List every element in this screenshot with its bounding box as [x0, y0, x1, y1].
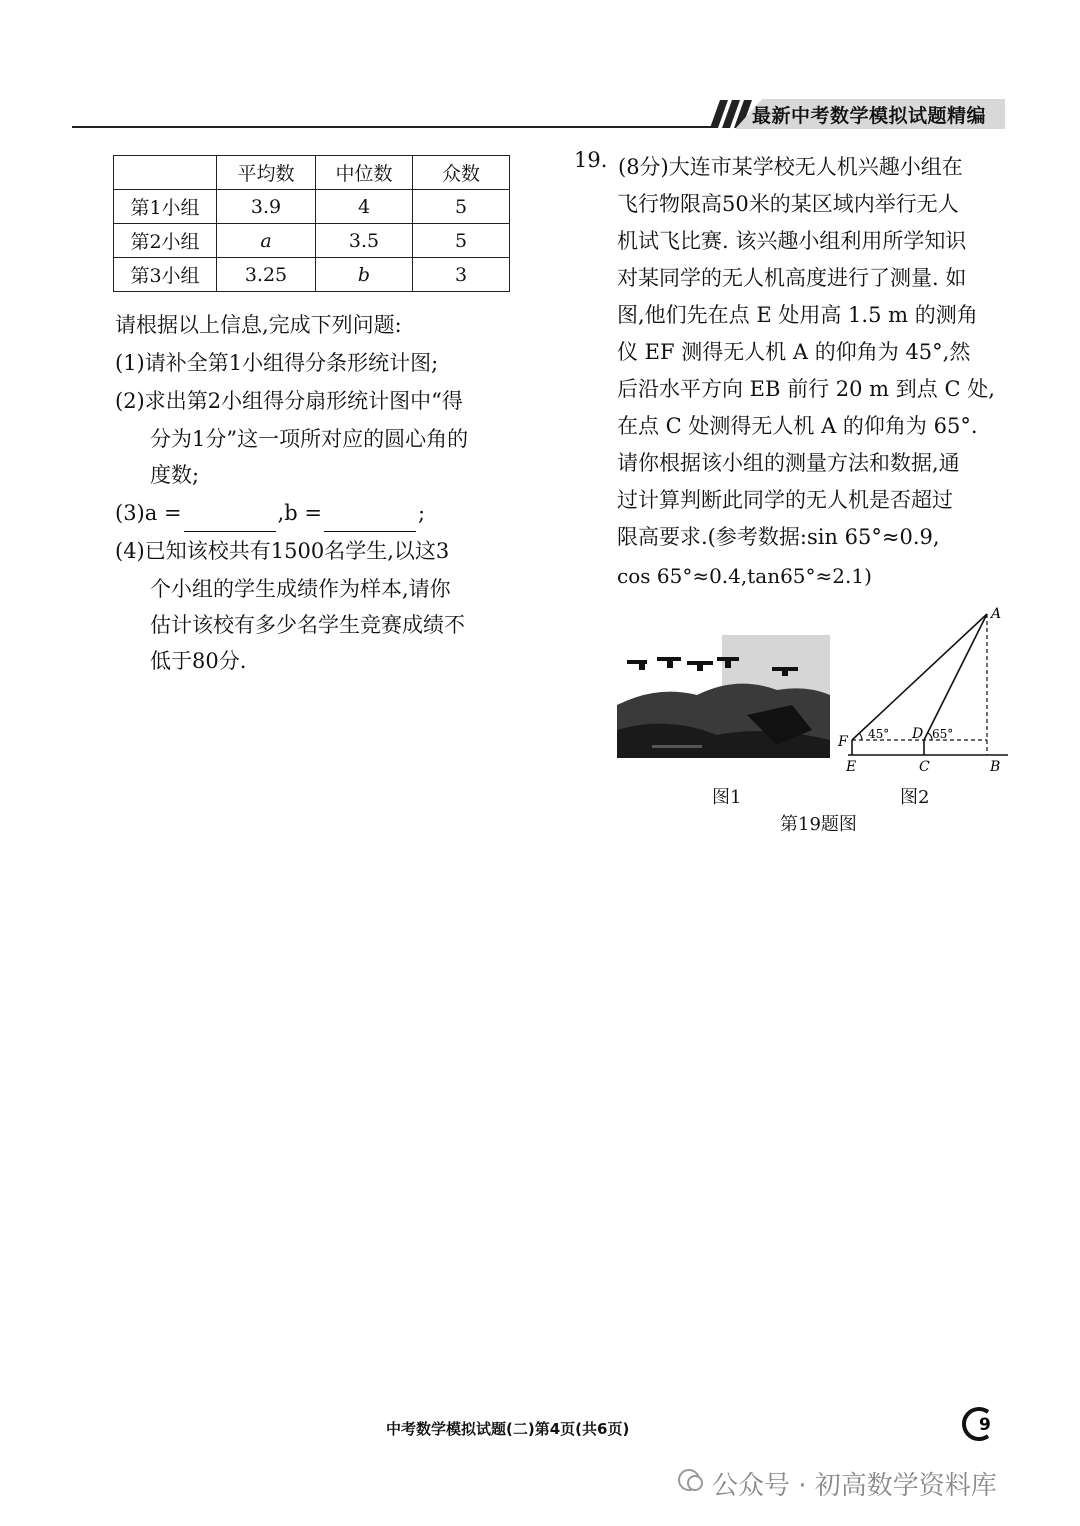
question-19-line: 请你根据该小组的测量方法和数据,通 [617, 451, 960, 475]
question-2-line-3: 度数; [150, 463, 200, 487]
table-cell: 3.9 [217, 190, 316, 224]
table-cell: a [217, 224, 316, 258]
question-4-line-3: 估计该校有多少名学生竞赛成绩不 [150, 613, 465, 637]
question-19-line: cos 65°≈0.4,tan65°≈2.1) [617, 564, 872, 588]
header-title: 最新中考数学模拟试题精编 [752, 105, 987, 127]
question-3-b-label: ,b = [277, 501, 322, 525]
question-4-line-2: 个小组的学生成绩作为样本,请你 [150, 577, 451, 601]
table-cell: b [316, 258, 413, 292]
page-number-badge [958, 1406, 998, 1442]
question-3-end: ; [417, 501, 426, 525]
question-19-line: (8分)大连市某学校无人机兴趣小组在 [618, 155, 963, 179]
figure-1-caption: 图1 [712, 787, 742, 808]
stats-table [113, 155, 510, 292]
table-row [114, 224, 510, 258]
page-number: 9 [979, 1415, 991, 1435]
table-cell: 4 [316, 190, 413, 224]
drone-photo-image [617, 635, 830, 758]
sight-line-DA [924, 614, 987, 740]
question-19-line: 限高要求.(参考数据:sin 65°≈0.9, [617, 525, 940, 549]
label-E: E [846, 759, 857, 775]
angle-arc-45 [859, 733, 862, 740]
question-19-line: 在点 C 处测得无人机 A 的仰角为 65°. [617, 414, 978, 438]
label-F: F [838, 734, 848, 750]
question-19-line: 对某同学的无人机高度进行了测量. 如 [617, 266, 967, 290]
table-header-cell: 众数 [413, 156, 510, 190]
table-row [114, 190, 510, 224]
wechat-icon [676, 1466, 706, 1494]
question-2-line-1: (2)求出第2小组得分扇形统计图中“得 [115, 389, 463, 413]
question-4-line-1: (4)已知该校共有1500名学生,以这3 [115, 539, 450, 563]
figure-2-caption: 图2 [900, 787, 930, 808]
watermark-text: 公众号 · 初高数学资料库 [712, 1471, 997, 1501]
table-header-row [114, 156, 510, 190]
question-19-line: 机试飞比赛. 该兴趣小组利用所学知识 [617, 229, 967, 253]
table-cell: 第2小组 [114, 224, 217, 258]
label-C: C [919, 759, 930, 775]
table-cell: 5 [413, 224, 510, 258]
table-header-cell: 平均数 [217, 156, 316, 190]
geometry-diagram [832, 600, 1014, 780]
question-19-line: 仪 EF 测得无人机 A 的仰角为 45°,然 [617, 340, 971, 364]
question-1: (1)请补全第1小组得分条形统计图; [115, 351, 439, 375]
table-row [114, 258, 510, 292]
question-19-line: 过计算判断此同学的无人机是否超过 [617, 488, 953, 512]
table-header-cell [114, 156, 217, 190]
answer-blank-b[interactable] [324, 509, 416, 532]
question-19-line: 飞行物限高50米的某区域内举行无人 [617, 192, 959, 216]
question-19-number: 19. [574, 148, 608, 172]
question-3-a-label: (3)a = [115, 501, 182, 525]
question-19-line: 后沿水平方向 EB 前行 20 m 到点 C 处, [617, 377, 995, 401]
question-19-line: 图,他们先在点 E 处用高 1.5 m 的测角 [617, 303, 978, 327]
table-cell: 3.5 [316, 224, 413, 258]
label-angle-45: 45° [868, 727, 890, 741]
question-2-line-2: 分为1分”这一项所对应的圆心角的 [150, 427, 469, 451]
label-angle-65: 65° [932, 727, 954, 741]
label-A: A [991, 606, 1002, 622]
footer-page-info: 中考数学模拟试题(二)第4页(共6页) [386, 1420, 630, 1438]
table-cell: 5 [413, 190, 510, 224]
questions-intro: 请根据以上信息,完成下列问题: [115, 313, 402, 337]
table-cell: 第3小组 [114, 258, 217, 292]
figure-main-caption: 第19题图 [780, 814, 857, 835]
table-cell: 3.25 [217, 258, 316, 292]
label-D: D [912, 726, 924, 742]
table-cell: 第1小组 [114, 190, 217, 224]
label-B: B [990, 759, 1001, 775]
header-rule [72, 126, 712, 128]
table-cell: 3 [413, 258, 510, 292]
answer-blank-a[interactable] [184, 509, 276, 532]
table-header-cell: 中位数 [316, 156, 413, 190]
question-3 [115, 494, 425, 532]
question-4-line-4: 低于80分. [150, 649, 247, 673]
sight-line-FA [852, 614, 987, 740]
